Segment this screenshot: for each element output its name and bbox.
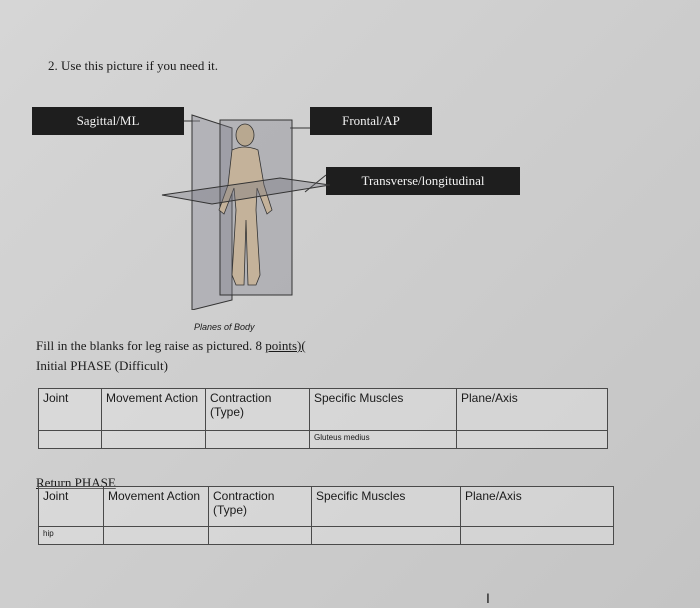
- header-joint: Joint: [39, 487, 104, 527]
- planes-of-body-figure: [160, 110, 340, 310]
- table-row: [39, 431, 608, 449]
- sagittal-label: Sagittal/ML: [32, 107, 184, 135]
- fill-text: Fill in the blanks for leg raise as pictured. 8: [36, 338, 266, 353]
- header-joint: Joint: [39, 389, 102, 431]
- header-specific-muscles: Specific Muscles: [312, 487, 461, 527]
- transverse-label: Transverse/longitudinal: [326, 167, 520, 195]
- header-contraction-type: Contraction (Type): [206, 389, 310, 431]
- initial-phase-heading: Initial PHASE (Difficult): [36, 358, 168, 373]
- question-text: 2. Use this picture if you need it.: [48, 58, 219, 73]
- figure-caption: Planes of Body: [194, 322, 255, 332]
- cell-plane-axis[interactable]: [461, 527, 614, 545]
- fill-instructions: [36, 338, 306, 354]
- cell-movement-action[interactable]: [102, 431, 206, 449]
- frontal-label: Frontal/AP: [310, 107, 432, 135]
- header-plane-axis: Plane/Axis: [461, 487, 614, 527]
- cell-specific-muscles[interactable]: [312, 527, 461, 545]
- initial-phase-table: [38, 388, 608, 449]
- table-row: [39, 527, 614, 545]
- header-specific-muscles: Specific Muscles: [310, 389, 457, 431]
- cell-movement-action[interactable]: [104, 527, 209, 545]
- cell-contraction-type[interactable]: [206, 431, 310, 449]
- header-plane-axis: Plane/Axis: [457, 389, 608, 431]
- table-header-row: [39, 389, 608, 431]
- cell-contraction-type[interactable]: [209, 527, 312, 545]
- return-phase-heading: Return PHASE: [36, 475, 116, 490]
- cell-joint[interactable]: [39, 431, 102, 449]
- table-header-row: [39, 487, 614, 527]
- cell-joint[interactable]: hip: [39, 527, 104, 545]
- cell-specific-muscles[interactable]: Gluteus medius: [310, 431, 457, 449]
- points-link[interactable]: points)(: [265, 338, 306, 353]
- header-movement-action: Movement Action: [102, 389, 206, 431]
- header-contraction-type: Contraction (Type): [209, 487, 312, 527]
- cell-plane-axis[interactable]: [457, 431, 608, 449]
- text-cursor-icon: I: [486, 590, 490, 606]
- header-movement-action: Movement Action: [104, 487, 209, 527]
- return-phase-table: [38, 486, 614, 545]
